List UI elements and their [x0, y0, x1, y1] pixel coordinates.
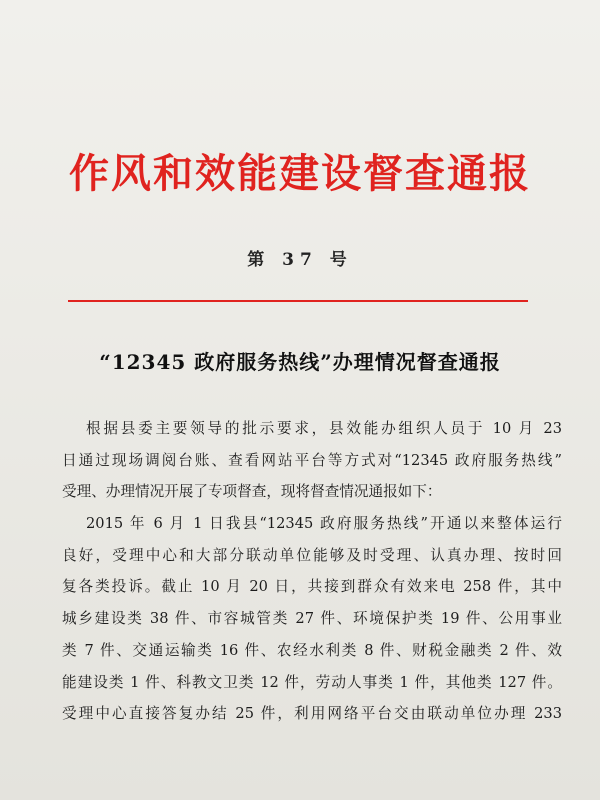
text-line: 受理、办理情况开展了专项督查，现将督查情况通报如下： [62, 483, 442, 501]
text-line: 日通过现场调阅台账、查看网站平台等方式对“12345 政府服务热线” [62, 451, 562, 469]
text-line: 良好，受理中心和大部分联动单位能够及时受理、认真办理、按时回 [62, 546, 562, 564]
document-title: 作风和效能建设督查通报 [69, 151, 531, 197]
text-line: 2015 年 6 月 1 日我县“12345 政府服务热线”开通以来整体运行 [86, 515, 562, 533]
body-text [62, 413, 562, 730]
document-number: 第 37 号 [247, 250, 353, 270]
text-line: 类 7 件、交通运输类 16 件、农经水利类 8 件、财税金融类 2 件、效 [62, 641, 562, 659]
paragraph [62, 508, 562, 730]
red-divider-line [68, 300, 528, 302]
notice-heading: “12345 政府服务热线”办理情况督查通报 [99, 350, 501, 374]
paragraph [62, 413, 562, 508]
text-line: 受理中心直接答复办结 25 件，利用网络平台交由联动单位办理 233 [62, 705, 562, 723]
text-line: 能建设类 1 件、科教文卫类 12 件，劳动人事类 1 件，其他类 127 件。 [62, 673, 562, 691]
text-line: 复各类投诉。截止 10 月 20 日，共接到群众有效来电 258 件，其中 [62, 578, 562, 596]
text-line: 根据县委主要领导的批示要求，县效能办组织人员于 10 月 23 [86, 420, 562, 437]
text-line: 城乡建设类 38 件、市容城管类 27 件、环境保护类 19 件、公用事业 [62, 610, 562, 628]
